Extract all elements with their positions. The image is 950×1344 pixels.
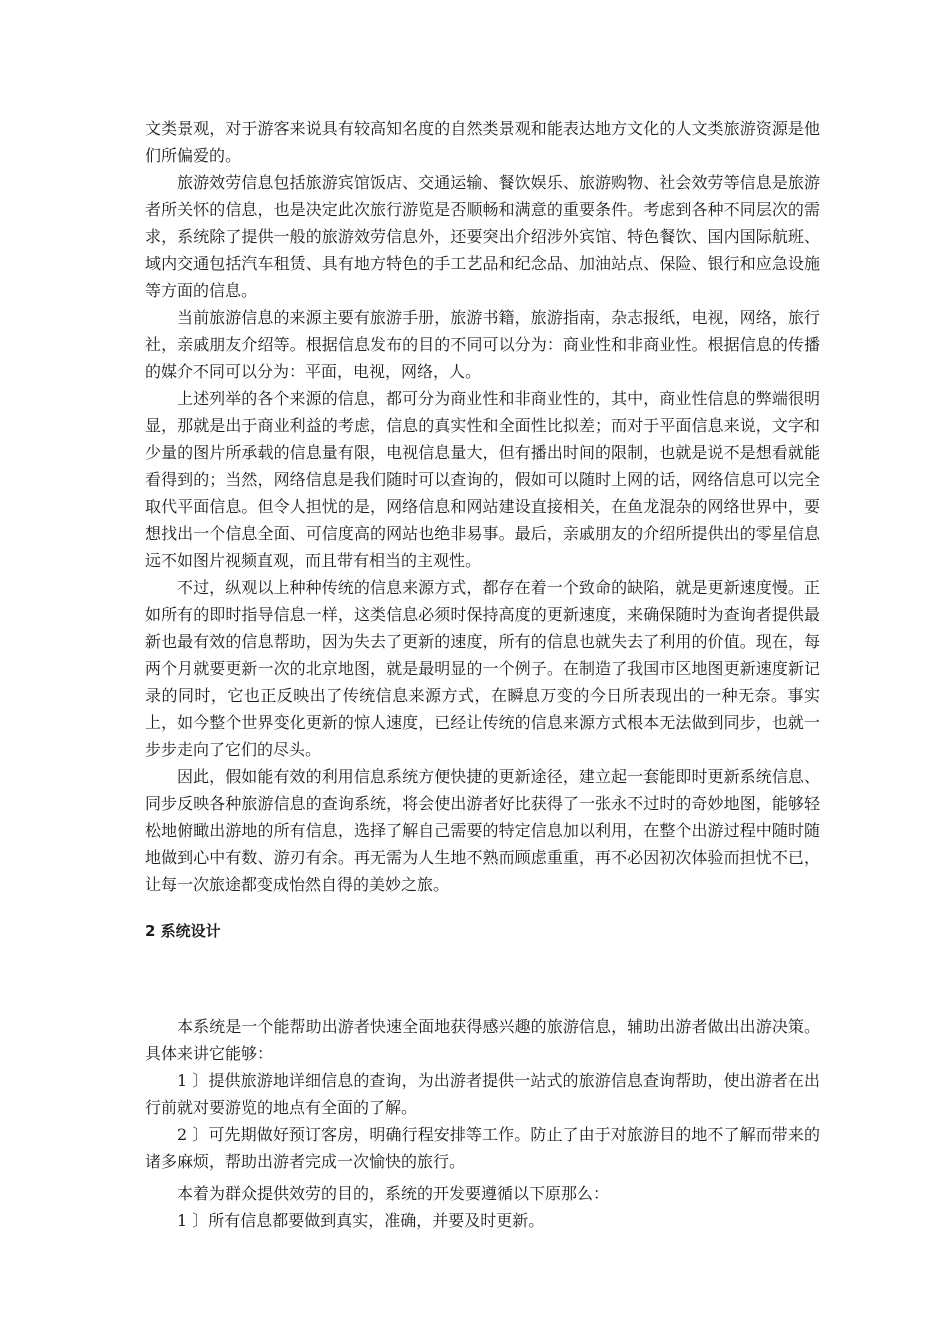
paragraph-service-info: 旅游效劳信息包括旅游宾馆饭店、交通运输、餐饮娱乐、旅游购物、社会效劳等信息是旅游者所关怀的信息，也是决定此次旅行游览是否顺畅和满意的重要条件。考虑到各种不同层次的需求，系统除了提供一般的旅游效劳信息外，还要突出介绍涉外宾馆、特色餐饮、国内国际航班、域内交通包括汽车租赁、具有地方特色的手工艺品和纪念品、加油站点、保险、银行和应急设施等方面的信息。 — [145, 173, 820, 300]
section-heading-system-design: 2 系统设计 — [145, 922, 221, 940]
paragraph-conclusion: 因此，假如能有效的利用信息系统方便快捷的更新途径，建立起一套能即时更新系统信息、同步反映各种旅游信息的查询系统，将会使出游者好比获得了一张永不过时的奇妙地图，能够轻松地俯瞰出游地的所有信息，选择了解自己需要的特定信息加以利用，在整个出游过程中随时随地做到心中有数、游刃有余。再无需为人生地不熟而顾虑重重，再不必因初次体验而担忧不已，让每一次旅途都变成怡然自得的美妙之旅。 — [145, 767, 820, 894]
paragraph-update-speed: 不过，纵观以上种种传统的信息来源方式，都存在着一个致命的缺陷，就是更新速度慢。正如所有的即时指导信息一样，这类信息必须时保持高度的更新速度，来确保随时为查询者提供最新也最有效的信息帮助，因为失去了更新的速度，所有的信息也就失去了利用的价值。现在，每两个月就要更新一次的北京地图，就是最明显的一个例子。在制造了我国市区地图更新速度新记录的同时，它也正反映出了传统信息来源方式，在瞬息万变的今日所表现出的一种无奈。事实上，如今整个世界变化更新的惊人速度，已经让传统的信息来源方式根本无法做到同步，也就一步步走向了它们的尽头。 — [145, 578, 820, 759]
intro-section — [145, 115, 820, 898]
list-item-principle-1: 1 〕所有信息都要做到真实，准确，并要及时更新。 — [177, 1211, 545, 1230]
paragraph-landscape-continuation: 文类景观，对于游客来说具有较高知名度的自然类景观和能表达地方文化的人文类旅游资源是他们所偏爱的。 — [145, 119, 820, 165]
design-section — [145, 1013, 820, 1175]
paragraph-system-purpose: 本系统是一个能帮助出游者快速全面地获得感兴趣的旅游信息，辅助出游者做出出游决策。具体来讲它能够： — [145, 1017, 820, 1063]
list-item-feature-2: 2 〕可先期做好预订客房，明确行程安排等工作。防止了由于对旅游目的地不了解而带来的诸多麻烦，帮助出游者完成一次愉快的旅行。 — [145, 1125, 820, 1171]
list-item-feature-1: 1 〕提供旅游地详细信息的查询，为出游者提供一站式的旅游信息查询帮助，使出游者在出行前就对要游览的地点有全面的了解。 — [145, 1071, 820, 1117]
paragraph-source-analysis: 上述列举的各个来源的信息，都可分为商业性和非商业性的，其中，商业性信息的弊端很明显，那就是出于商业利益的考虑，信息的真实性和全面性比拟差；而对于平面信息来说，文字和少量的图片所承载的信息量有限，电视信息量大，但有播出时间的限制，也就是说不是想看就能看得到的；当然，网络信息是我们随时可以查询的，假如可以随时上网的话，网络信息可以完全取代平面信息。但令人担忧的是，网络信息和网站建设直接相关，在鱼龙混杂的网络世界中，要想找出一个信息全面、可信度高的网站也绝非易事。最后，亲戚朋友的介绍所提供出的零星信息远不如图片视频直观，而且带有相当的主观性。 — [145, 389, 820, 570]
paragraph-principles-intro: 本着为群众提供效劳的目的，系统的开发要遵循以下原那么： — [177, 1184, 610, 1203]
paragraph-info-sources: 当前旅游信息的来源主要有旅游手册，旅游书籍，旅游指南，杂志报纸，电视，网络，旅行社，亲戚朋友介绍等。根据信息发布的目的不同可以分为：商业性和非商业性。根据信息的传播的媒介不同可以分为：平面，电视，网络，人。 — [145, 308, 820, 381]
principles-section — [145, 1180, 820, 1234]
